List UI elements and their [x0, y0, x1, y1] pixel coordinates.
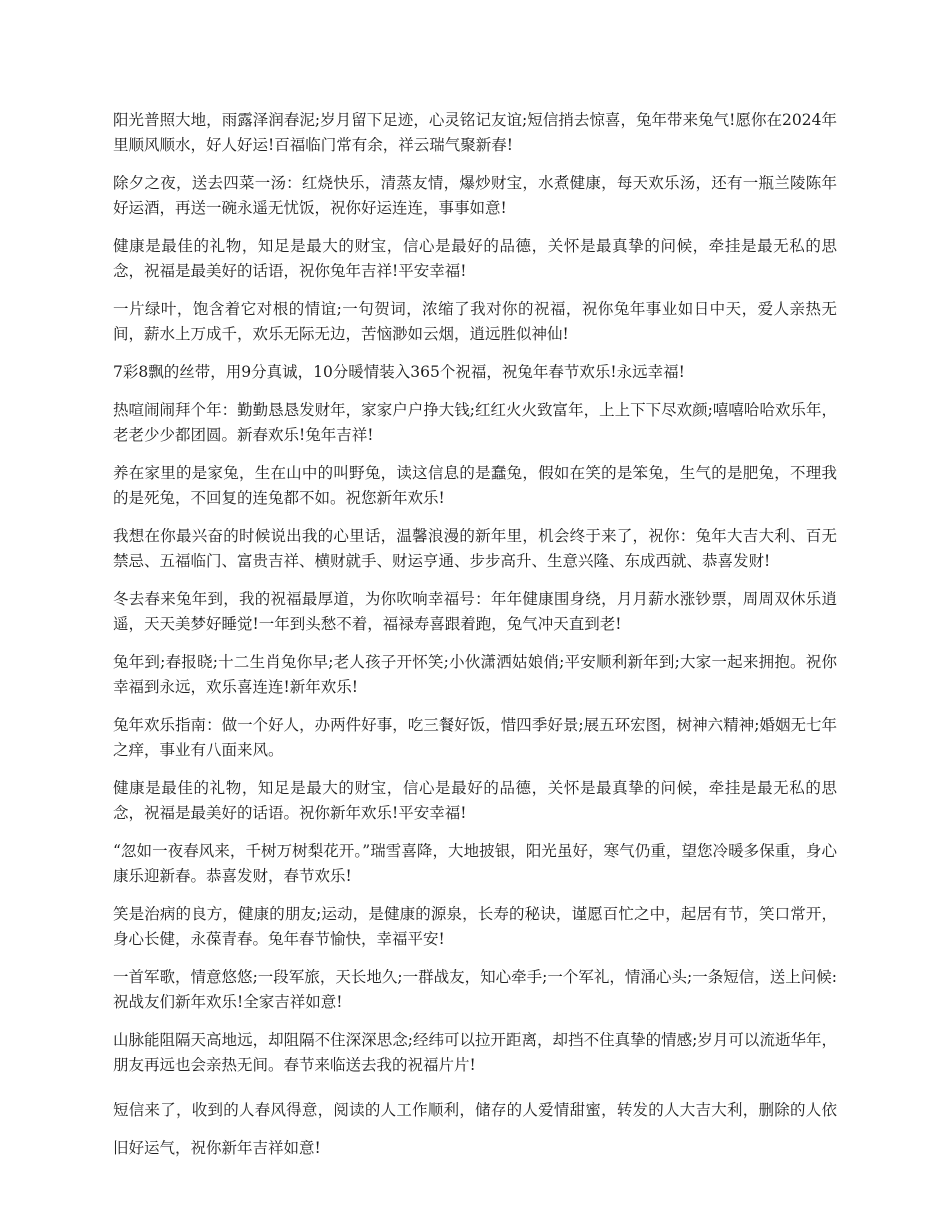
paragraph: 阳光普照大地，雨露泽润春泥;岁月留下足迹，心灵铭记友谊;短信捎去惊喜，兔年带来兔气!愿你在2024年里顺风顺水，好人好运!百福临门常有余，祥云瑞气聚新春!	[113, 111, 837, 154]
document-body	[113, 108, 837, 1180]
paragraph: 养在家里的是家兔，生在山中的叫野兔，读这信息的是蠢兔，假如在笑的是笨兔，生气的是肥兔，不理我的是死兔，不回复的连兔都不如。祝您新年欢乐!	[113, 464, 837, 507]
paragraph: 一首军歌，情意悠悠;一段军旅，天长地久;一群战友，知心牵手;一个军礼，情涌心头;一条短信，送上问候:祝战友们新年欢乐!全家吉祥如意!	[113, 968, 837, 1011]
paragraph: 健康是最佳的礼物，知足是最大的财宝，信心是最好的品德，关怀是最真挚的问候，牵挂是最无私的思念，祝福是最美好的话语，祝你兔年吉祥!平安幸福!	[113, 237, 837, 280]
paragraph: 笑是治病的良方，健康的朋友;运动，是健康的源泉，长寿的秘诀，谨愿百忙之中，起居有节，笑口常开，身心长健，永葆青春。兔年春节愉快，幸福平安!	[113, 905, 837, 948]
paragraph: 一片绿叶，饱含着它对根的情谊;一句贺词，浓缩了我对你的祝福，祝你兔年事业如日中天，爱人亲热无间，薪水上万成千，欢乐无际无边，苦恼渺如云烟，逍远胜似神仙!	[113, 300, 837, 343]
paragraph: 除夕之夜，送去四菜一汤：红烧快乐，清蒸友情，爆炒财宝，水煮健康，每天欢乐汤，还有一瓶兰陵陈年好运酒，再送一碗永遥无忧饭，祝你好运连连，事事如意!	[113, 174, 837, 217]
paragraph: 冬去春来兔年到，我的祝福最厚道，为你吹响幸福号：年年健康围身绕，月月薪水涨钞票，周周双休乐逍遥，天天美梦好睡觉!一年到头愁不着，福禄寿喜跟着跑，兔气冲天直到老!	[113, 590, 837, 633]
paragraph: 健康是最佳的礼物，知足是最大的财宝，信心是最好的品德，关怀是最真挚的问候，牵挂是最无私的思念，祝福是最美好的话语。祝你新年欢乐!平安幸福!	[113, 779, 837, 822]
paragraph: 热喧闹闹拜个年：勤勤恳恳发财年，家家户户挣大钱;红红火火致富年，上上下下尽欢颜;嘻嘻哈哈欢乐年，老老少少都团圆。新春欢乐!兔年吉祥!	[113, 401, 837, 444]
paragraph: 我想在你最兴奋的时候说出我的心里话，温馨浪漫的新年里，机会终于来了，祝你：兔年大吉大利、百无禁忌、五福临门、富贵吉祥、横财就手、财运亨通、步步高升、生意兴隆、东成西就、恭喜发财!	[113, 527, 837, 570]
paragraph: 短信来了，收到的人春风得意，阅读的人工作顺利，储存的人爱情甜蜜，转发的人大吉大利，删除的人依旧好运气，祝你新年吉祥如意!	[113, 1101, 837, 1157]
paragraph: “忽如一夜春风来，千树万树梨花开。”瑞雪喜降，大地披银，阳光虽好，寒气仍重，望您冷暖多保重，身心康乐迎新春。恭喜发财，春节欢乐!	[113, 842, 837, 885]
paragraph: 山脉能阻隔天高地远，却阻隔不住深深思念;经纬可以拉开距离，却挡不住真挚的情感;岁月可以流逝华年，朋友再远也会亲热无间。春节来临送去我的祝福片片!	[113, 1031, 837, 1074]
paragraph: 兔年到;春报晓;十二生肖兔你早;老人孩子开怀笑;小伙潇洒姑娘俏;平安顺利新年到;大家一起来拥抱。祝你幸福到永远，欢乐喜连连!新年欢乐!	[113, 653, 837, 696]
paragraph: 7彩8飘的丝带，用9分真诚，10分暖情装入365个祝福，祝兔年春节欢乐!永远幸福!	[113, 363, 685, 381]
paragraph: 兔年欢乐指南：做一个好人，办两件好事，吃三餐好饭，惜四季好景;展五环宏图，树神六精神;婚姻无七年之痒，事业有八面来风。	[113, 716, 837, 759]
